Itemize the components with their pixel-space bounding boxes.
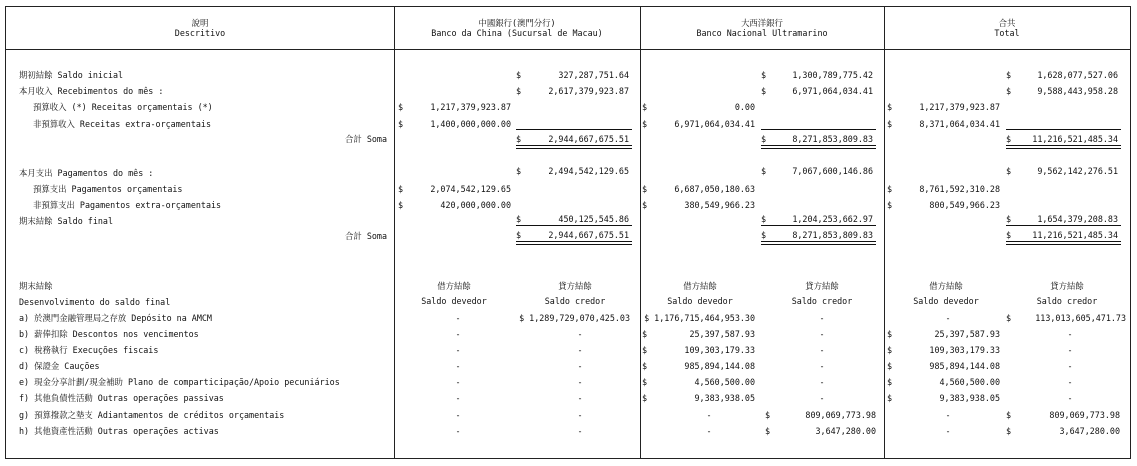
- row-d-total-credit: -: [1067, 361, 1073, 371]
- sum1-bank1: 2,944,667,675.51: [548, 134, 629, 144]
- payments-budget-total: 8,761,592,310.28: [919, 184, 1000, 194]
- closing-bank1: 450,125,545.86: [558, 214, 629, 224]
- total-debit-head-zh: 借方結餘: [929, 281, 963, 291]
- total-credit-head-zh: 貸方結餘: [1050, 281, 1084, 291]
- sum1-total: 11,216,521,485.34: [1032, 134, 1118, 144]
- currency-sign: $: [516, 70, 522, 80]
- currency-sign: $: [642, 345, 648, 355]
- receipts-extra-bank2: 6,971,064,034.41: [674, 119, 755, 129]
- sum2-total: 11,216,521,485.34: [1032, 230, 1118, 240]
- row-g-bank2-debit: -: [706, 410, 712, 420]
- row-d-bank2-credit: -: [819, 361, 825, 371]
- currency-sign: $: [642, 119, 648, 129]
- bank1-debit-head-pt: Saldo devedor: [421, 296, 487, 306]
- currency-sign: $: [765, 410, 771, 420]
- row-h-label: h) 其他資產性活動 Outras operações activas: [19, 426, 219, 436]
- bank2-debit-head-pt: Saldo devedor: [667, 296, 733, 306]
- currency-sign: $: [642, 377, 648, 387]
- row-a-bank1-credit: $ 1,289,729,070,425.03: [519, 313, 630, 323]
- row-h-total-debit: -: [945, 426, 951, 436]
- row-h-bank1-debit: -: [455, 426, 461, 436]
- payments-total: 9,562,142,276.51: [1037, 166, 1118, 176]
- currency-sign: $: [887, 200, 893, 210]
- row-receipts-budget-label: 預算收入 (*) Receitas orçamentais (*): [33, 102, 213, 112]
- currency-sign: $: [642, 393, 648, 403]
- row-g-total-debit: -: [945, 410, 951, 420]
- payments-extra-bank1: 420,000,000.00: [440, 200, 511, 210]
- payments-budget-bank1: 2,074,542,129.65: [430, 184, 511, 194]
- row-sum1-label: 合計 Soma: [345, 134, 387, 144]
- row-c-bank1-credit: -: [577, 345, 583, 355]
- row-b-label: b) 薪俸扣除 Descontos nos vencimentos: [19, 329, 199, 339]
- header-bank2-pt: Banco Nacional Ultramarino: [696, 28, 828, 38]
- total-double-rule: [761, 145, 876, 149]
- row-c-total-debit: 109,303,179.33: [929, 345, 1000, 355]
- row-payments-label: 本月支出 Pagamentos do mês :: [19, 168, 154, 178]
- receipts-extra-bank1: 1,400,000,000.00: [430, 119, 511, 129]
- row-f-total-debit: 9,383,938.05: [939, 393, 1000, 403]
- row-d-label: d) 保證金 Cauções: [19, 361, 100, 371]
- currency-sign: $: [642, 361, 648, 371]
- row-a-total-credit: 113,013,605,471.73: [1035, 313, 1126, 323]
- receipts-budget-bank2: 0.00: [734, 102, 755, 112]
- row-c-bank2-debit: 109,303,179.33: [684, 345, 755, 355]
- row-payments-budget-label: 預算支出 Pagamentos orçamentais: [33, 184, 183, 194]
- bank2-credit-head-pt: Saldo credor: [791, 296, 853, 306]
- payments-extra-bank2: 380,549,966.23: [684, 200, 755, 210]
- currency-sign: $: [1006, 426, 1012, 436]
- header-divider: [6, 49, 1130, 50]
- currency-sign: $: [1006, 70, 1012, 80]
- currency-sign: $: [1006, 86, 1012, 96]
- row-d-bank1-debit: -: [455, 361, 461, 371]
- row-g-bank2-credit: 809,069,773.98: [805, 410, 876, 420]
- subtotal-rule: [516, 129, 632, 130]
- row-a-label: a) 於澳門金融管理局之存放 Depósito na AMCM: [19, 313, 212, 323]
- row-payments-extra-label: 非預算支出 Pagamentos extra-orçamentais: [33, 200, 222, 210]
- currency-sign: $: [516, 134, 522, 144]
- treasury-statement-table: [5, 6, 1131, 459]
- row-g-label: g) 預算撥款之墊支 Adiantamentos de créditos orçamentais: [19, 410, 285, 420]
- currency-sign: $: [887, 393, 893, 403]
- currency-sign: $: [761, 86, 767, 96]
- header-total-pt: Total: [994, 28, 1020, 38]
- row-g-bank1-credit: -: [577, 410, 583, 420]
- row-e-bank1-debit: -: [455, 377, 461, 387]
- row-g-bank1-debit: -: [455, 410, 461, 420]
- opening-total: 1,628,077,527.06: [1037, 70, 1118, 80]
- row-a-bank2-debit: $ 1,176,715,464,953.30: [644, 313, 755, 323]
- row-f-bank2-debit: 9,383,938.05: [694, 393, 755, 403]
- column-divider: [884, 7, 885, 458]
- currency-sign: $: [887, 345, 893, 355]
- receipts-bank1: 2,617,379,923.87: [548, 86, 629, 96]
- row-c-bank1-debit: -: [455, 345, 461, 355]
- header-desc-zh: 說明: [191, 18, 209, 28]
- header-total-zh: 合共: [998, 18, 1016, 28]
- row-f-total-credit: -: [1067, 393, 1073, 403]
- column-divider: [394, 7, 395, 458]
- row-g-total-credit: 809,069,773.98: [1049, 410, 1120, 420]
- currency-sign: $: [516, 166, 522, 176]
- currency-sign: $: [1006, 230, 1012, 240]
- row-h-total-credit: 3,647,280.00: [1059, 426, 1120, 436]
- header-bank1-zh: 中國銀行(澳門分行): [478, 18, 556, 28]
- currency-sign: $: [1006, 313, 1012, 323]
- column-divider: [640, 7, 641, 458]
- bank2-debit-head-zh: 借方結餘: [683, 281, 717, 291]
- row-closing-label: 期末結餘 Saldo final: [19, 216, 114, 226]
- bank1-credit-head-pt: Saldo credor: [544, 296, 606, 306]
- bank1-credit-head-zh: 貸方結餘: [558, 281, 592, 291]
- row-e-bank2-debit: 4,560,500.00: [694, 377, 755, 387]
- subtotal-rule: [761, 129, 876, 130]
- row-h-bank2-credit: 3,647,280.00: [815, 426, 876, 436]
- sum2-bank2: 8,271,853,809.83: [792, 230, 873, 240]
- currency-sign: $: [887, 184, 893, 194]
- currency-sign: $: [761, 134, 767, 144]
- row-e-bank1-credit: -: [577, 377, 583, 387]
- currency-sign: $: [642, 184, 648, 194]
- currency-sign: $: [761, 214, 767, 224]
- subtotal-rule: [516, 225, 632, 226]
- currency-sign: $: [516, 86, 522, 96]
- currency-sign: $: [1006, 134, 1012, 144]
- row-h-bank1-credit: -: [577, 426, 583, 436]
- row-f-bank2-credit: -: [819, 393, 825, 403]
- closing-bank2: 1,204,253,662.97: [792, 214, 873, 224]
- row-receipts-extra-label: 非預算收入 Receitas extra-orçamentais: [33, 119, 212, 129]
- currency-sign: $: [398, 200, 404, 210]
- currency-sign: $: [398, 119, 404, 129]
- currency-sign: $: [1006, 410, 1012, 420]
- row-a-total-debit: -: [945, 313, 951, 323]
- final-balance-title-zh: 期末結餘: [19, 281, 53, 291]
- row-c-total-credit: -: [1067, 345, 1073, 355]
- currency-sign: $: [761, 230, 767, 240]
- final-balance-title-pt: Desenvolvimento do saldo final: [19, 297, 171, 307]
- row-b-bank1-credit: -: [577, 329, 583, 339]
- header-bank2-zh: 大西洋銀行: [741, 18, 783, 28]
- currency-sign: $: [642, 200, 648, 210]
- subtotal-rule: [1006, 225, 1121, 226]
- currency-sign: $: [761, 70, 767, 80]
- row-b-total-credit: -: [1067, 329, 1073, 339]
- row-b-total-debit: 25,397,587.93: [934, 329, 1000, 339]
- row-e-total-debit: 4,560,500.00: [939, 377, 1000, 387]
- currency-sign: $: [1006, 166, 1012, 176]
- currency-sign: $: [1006, 214, 1012, 224]
- payments-bank2: 7,067,600,146.86: [792, 166, 873, 176]
- header-desc-pt: Descritivo: [174, 28, 226, 38]
- row-e-bank2-credit: -: [819, 377, 825, 387]
- currency-sign: $: [765, 426, 771, 436]
- total-double-rule: [1006, 145, 1121, 149]
- receipts-total: 9,588,443,958.28: [1037, 86, 1118, 96]
- currency-sign: $: [642, 329, 648, 339]
- row-d-bank1-credit: -: [577, 361, 583, 371]
- subtotal-rule: [1006, 129, 1121, 130]
- receipts-extra-total: 8,371,064,034.41: [919, 119, 1000, 129]
- total-debit-head-pt: Saldo devedor: [913, 296, 979, 306]
- currency-sign: $: [887, 102, 893, 112]
- row-f-bank1-debit: -: [455, 393, 461, 403]
- currency-sign: $: [887, 329, 893, 339]
- receipts-bank2: 6,971,064,034.41: [792, 86, 873, 96]
- row-d-total-debit: 985,894,144.08: [929, 361, 1000, 371]
- receipts-budget-total: 1,217,379,923.87: [919, 102, 1000, 112]
- closing-total: 1,654,379,208.83: [1037, 214, 1118, 224]
- payments-bank1: 2,494,542,129.65: [548, 166, 629, 176]
- row-f-label: f) 其他負債性活動 Outras operações passivas: [19, 393, 224, 403]
- total-credit-head-pt: Saldo credor: [1036, 296, 1098, 306]
- row-b-bank2-debit: 25,397,587.93: [689, 329, 755, 339]
- row-a-bank1-debit: -: [455, 313, 461, 323]
- total-double-rule: [761, 241, 876, 245]
- row-e-label: e) 現金分享計劃/現金補助 Plano de comparticipação/Apoio pecuniários: [19, 377, 340, 387]
- row-c-label: c) 稅務執行 Execuções fiscais: [19, 345, 159, 355]
- receipts-budget-bank1: 1,217,379,923.87: [430, 102, 511, 112]
- row-e-total-credit: -: [1067, 377, 1073, 387]
- currency-sign: $: [761, 166, 767, 176]
- header-bank1-pt: Banco da China (Sucursal de Macau): [431, 28, 603, 38]
- subtotal-rule: [761, 225, 876, 226]
- total-double-rule: [516, 145, 632, 149]
- row-a-bank2-credit: -: [819, 313, 825, 323]
- bank1-debit-head-zh: 借方結餘: [437, 281, 471, 291]
- currency-sign: $: [516, 214, 522, 224]
- row-c-bank2-credit: -: [819, 345, 825, 355]
- currency-sign: $: [887, 119, 893, 129]
- opening-bank1: 327,287,751.64: [558, 70, 629, 80]
- row-opening-label: 期初結餘 Saldo inicial: [19, 70, 124, 80]
- opening-bank2: 1,300,789,775.42: [792, 70, 873, 80]
- currency-sign: $: [887, 377, 893, 387]
- currency-sign: $: [642, 102, 648, 112]
- bank2-credit-head-zh: 貸方結餘: [805, 281, 839, 291]
- row-f-bank1-credit: -: [577, 393, 583, 403]
- total-double-rule: [516, 241, 632, 245]
- currency-sign: $: [398, 184, 404, 194]
- row-d-bank2-debit: 985,894,144.08: [684, 361, 755, 371]
- row-receipts-label: 本月收入 Recebimentos do mês :: [19, 86, 164, 96]
- row-h-bank2-debit: -: [706, 426, 712, 436]
- sum2-bank1: 2,944,667,675.51: [548, 230, 629, 240]
- row-sum2-label: 合計 Soma: [345, 231, 387, 241]
- currency-sign: $: [398, 102, 404, 112]
- total-double-rule: [1006, 241, 1121, 245]
- payments-extra-total: 800,549,966.23: [929, 200, 1000, 210]
- row-b-bank2-credit: -: [819, 329, 825, 339]
- currency-sign: $: [887, 361, 893, 371]
- sum1-bank2: 8,271,853,809.83: [792, 134, 873, 144]
- payments-budget-bank2: 6,687,050,180.63: [674, 184, 755, 194]
- currency-sign: $: [516, 230, 522, 240]
- row-b-bank1-debit: -: [455, 329, 461, 339]
